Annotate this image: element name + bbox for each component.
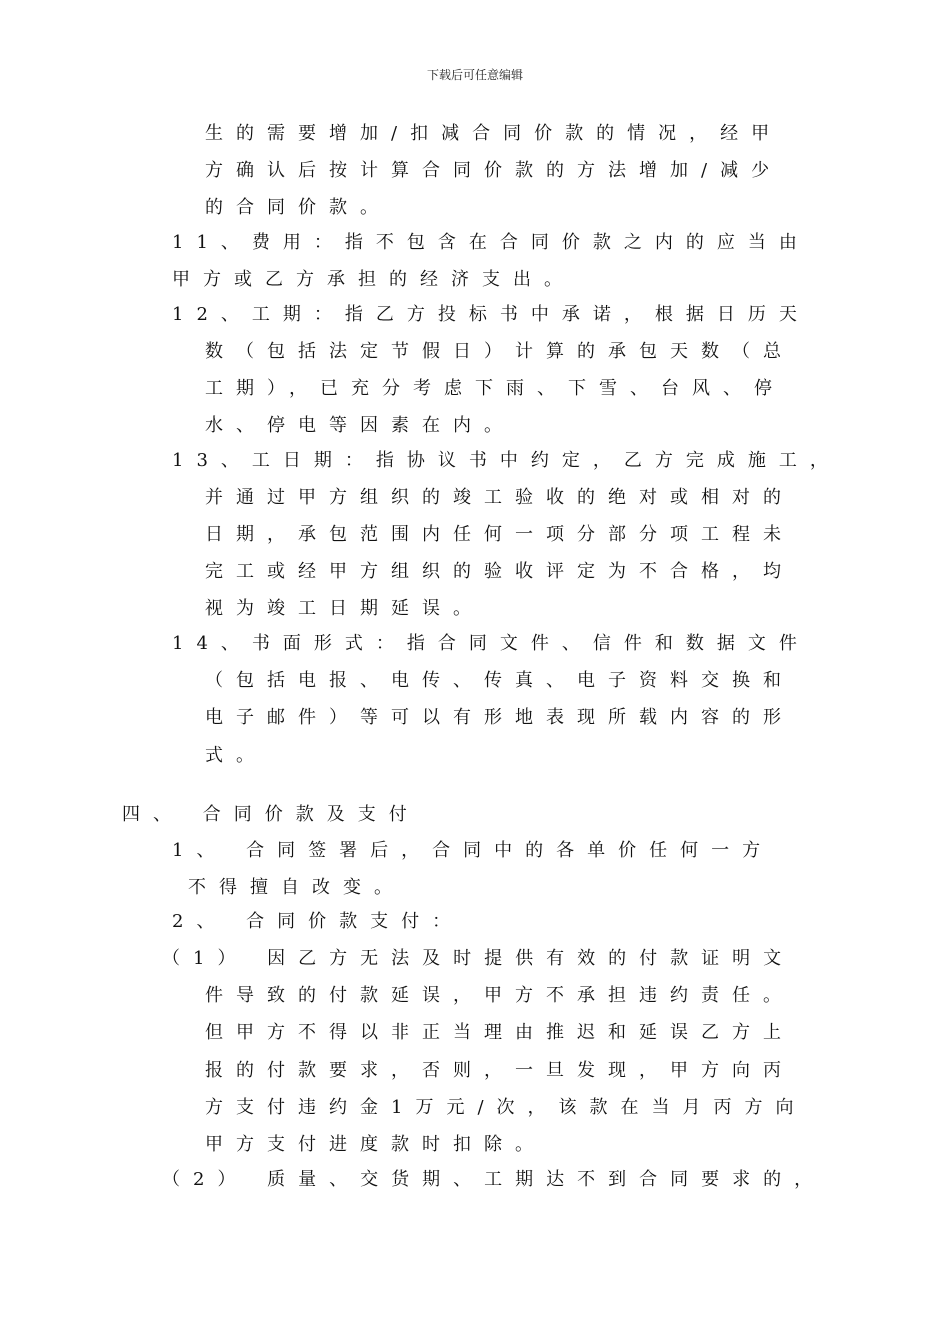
- text-line: 数（包括法定节假日）计算的承包天数（总: [205, 341, 794, 362]
- text-line: 并通过甲方组织的竣工验收的绝对或相对的: [205, 487, 794, 508]
- text-line: 方确认后按计算合同价款的方法增加/减少: [205, 160, 783, 181]
- text-line: （1） 因乙方无法及时提供有效的付款证明文: [162, 948, 795, 969]
- text-line: 13、工日期：指协议书中约定，乙方完成施工，: [172, 450, 841, 471]
- text-line: 12、工期：指乙方投标书中承诺，根据日历天: [172, 304, 810, 325]
- text-line: 2、 合同价款支付：: [172, 911, 464, 932]
- text-line: 11、费用：指不包含在合同价款之内的应当由: [172, 232, 810, 253]
- text-line: 甲方支付进度款时扣除。: [205, 1134, 546, 1155]
- page-header: 下载后可任意编辑: [426, 68, 523, 82]
- text-line: 完工或经甲方组织的验收评定为不合格，均: [205, 561, 794, 582]
- text-line: 生的需要增加/扣减合同价款的情况，经甲: [205, 123, 783, 144]
- text-line: 甲方或乙方承担的经济支出。: [172, 269, 575, 290]
- text-line: 式。: [205, 745, 267, 766]
- section-heading: 四、 合同价款及支付: [122, 804, 420, 825]
- text-line: （包括电报、电传、传真、电子资料交换和: [205, 670, 794, 691]
- text-line: 日期，承包范围内任何一项分部分项工程未: [205, 524, 794, 545]
- text-line: 视为竣工日期延误。: [205, 598, 484, 619]
- text-line: 1、 合同签署后，合同中的各单价任何一方: [172, 840, 774, 861]
- text-line: 14、书面形式：指合同文件、信件和数据文件: [172, 633, 810, 654]
- text-line: 水、停电等因素在内。: [205, 415, 515, 436]
- text-line: 工期），已充分考虑下雨、下雪、台风、停: [205, 378, 785, 399]
- text-line: 件导致的付款延误，甲方不承担违约责任。: [205, 985, 794, 1006]
- text-line: 的合同价款。: [205, 197, 391, 218]
- text-line: 不得擅自改变。: [188, 877, 405, 898]
- text-line: 但甲方不得以非正当理由推迟和延误乙方上: [205, 1022, 794, 1043]
- text-line: （2） 质量、交货期、工期达不到合同要求的，: [162, 1169, 826, 1190]
- text-line: 报的付款要求，否则，一旦发现，甲方向丙: [205, 1060, 794, 1081]
- text-line: 电子邮件）等可以有形地表现所载内容的形: [205, 707, 794, 728]
- text-line: 方支付违约金1万元/次，该款在当月丙方向: [205, 1097, 807, 1118]
